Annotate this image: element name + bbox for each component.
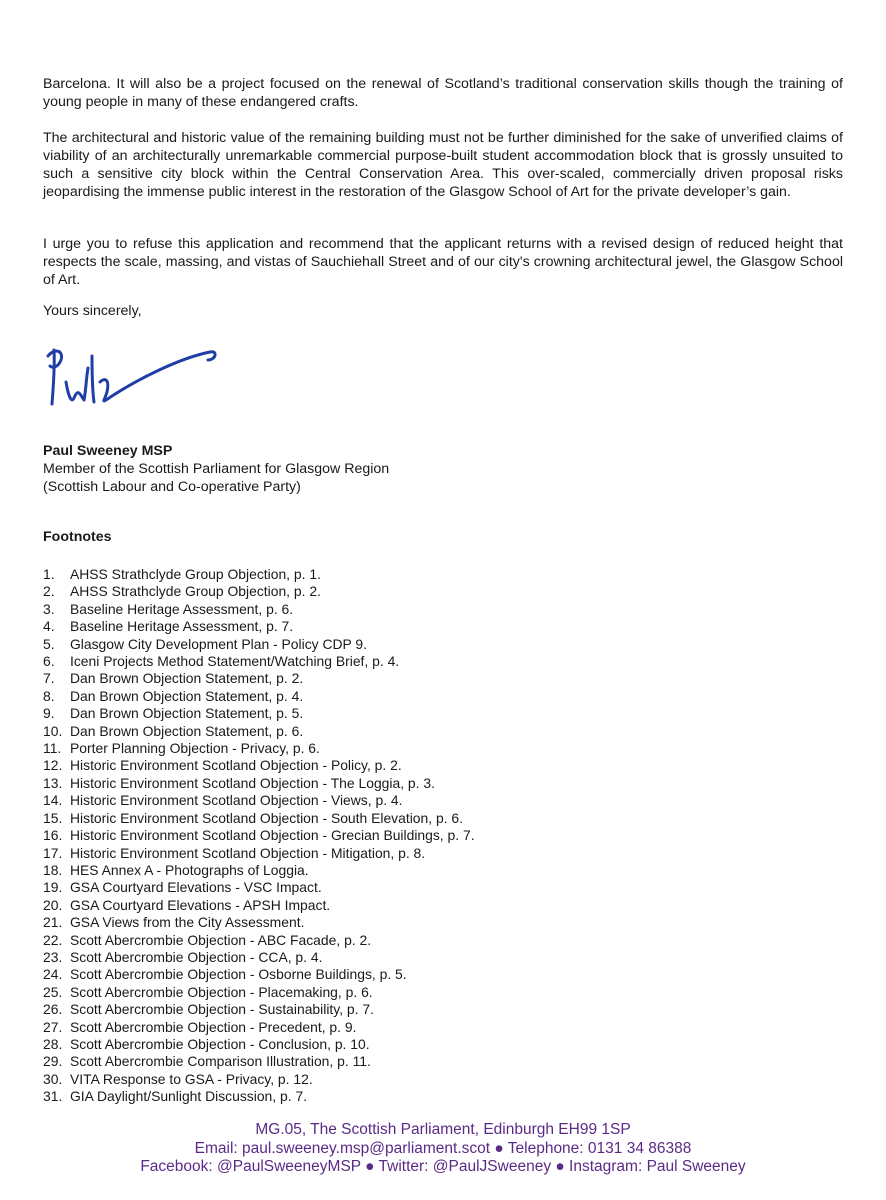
- footnotes-heading: Footnotes: [43, 529, 112, 545]
- footnote-text: Scott Abercrombie Objection - CCA, p. 4.: [70, 948, 323, 965]
- footnote-item: [43, 636, 475, 653]
- footnote-item: [43, 966, 475, 983]
- handwritten-signature: [40, 338, 225, 418]
- footnote-number: 15.: [43, 809, 63, 826]
- footnote-text: Scott Abercrombie Objection - Conclusion, p. 10.: [70, 1035, 370, 1052]
- footnote-number: 12.: [43, 757, 63, 774]
- footnote-text: Historic Environment Scotland Objection - Grecian Buildings, p. 7.: [70, 827, 475, 844]
- footnote-item: [43, 897, 475, 914]
- footnote-text: AHSS Strathclyde Group Objection, p. 2.: [70, 583, 321, 600]
- footnote-item: [43, 583, 475, 600]
- footnote-text: Baseline Heritage Assessment, p. 6.: [70, 600, 294, 617]
- footnote-text: Baseline Heritage Assessment, p. 7.: [70, 618, 294, 635]
- footnote-text: Scott Abercrombie Objection - ABC Facade, p. 2.: [70, 931, 372, 948]
- footnote-text: Scott Abercrombie Objection - Osborne Buildings, p. 5.: [70, 966, 407, 983]
- footnote-item: [43, 862, 475, 879]
- footnote-text: GSA Courtyard Elevations - APSH Impact.: [70, 896, 331, 913]
- footnote-number: 1.: [43, 566, 55, 582]
- footnote-number: 26.: [43, 1001, 63, 1018]
- footnote-text: Scott Abercrombie Objection - Sustainability, p. 7.: [70, 1001, 374, 1018]
- signer-role: Member of the Scottish Parliament for Glasgow Region: [43, 461, 390, 477]
- footnote-number: 4.: [43, 618, 55, 635]
- footnote-text: Historic Environment Scotland Objection - The Loggia, p. 3.: [70, 774, 435, 791]
- footnote-item: [43, 932, 475, 949]
- footer-contact: [0, 1121, 886, 1177]
- footnote-text: Historic Environment Scotland Objection - Mitigation, p. 8.: [70, 844, 426, 861]
- signer-block: [43, 442, 389, 496]
- paragraph-heritage-value: The architectural and historic value of the remaining building must not be further diminished for the sake of unverified claims of viability of an architecturally unremarkable commercial purpose-built student accommodation block that is grossly unsuited to such a sensitive city block within the Central Conservation Area. This over-scaled, commercially driven proposal risks jeopardising the immense public interest in the restoration of the Glasgow School of Art for the private developer’s gain.: [43, 130, 843, 200]
- footnote-number: 27.: [43, 1018, 63, 1035]
- footnote-number: 16.: [43, 827, 63, 844]
- signer-name: Paul Sweeney MSP: [43, 443, 173, 459]
- footnote-item: [43, 705, 475, 722]
- footnote-text: Historic Environment Scotland Objection - South Elevation, p. 6.: [70, 809, 463, 826]
- footnote-number: 20.: [43, 896, 63, 913]
- footnote-item: [43, 670, 475, 687]
- footnote-number: 2.: [43, 583, 55, 600]
- footnote-number: 19.: [43, 879, 63, 896]
- footnote-item: [43, 1036, 475, 1053]
- footnote-text: Dan Brown Objection Statement, p. 2.: [70, 670, 304, 687]
- footnote-item: [43, 827, 475, 844]
- footnote-item: [43, 1053, 475, 1070]
- footer-address: MG.05, The Scottish Parliament, Edinburgh EH99 1SP: [255, 1121, 631, 1138]
- footnote-item: [43, 618, 475, 635]
- footnote-text: Scott Abercrombie Objection - Precedent, p. 9.: [70, 1018, 357, 1035]
- footnote-item: [43, 792, 475, 809]
- footnote-item: [43, 879, 475, 896]
- footnote-text: Scott Abercrombie Objection - Placemaking, p. 6.: [70, 983, 373, 1000]
- footnote-number: 31.: [43, 1088, 63, 1105]
- footnote-text: VITA Response to GSA - Privacy, p. 12.: [70, 1070, 313, 1087]
- footnote-number: 21.: [43, 914, 63, 931]
- footnote-item: [43, 775, 475, 792]
- footnote-item: [43, 949, 475, 966]
- footnote-number: 18.: [43, 861, 63, 878]
- footnote-item: [43, 601, 475, 618]
- footnote-item: [43, 845, 475, 862]
- footnote-number: 7.: [43, 670, 55, 687]
- footnote-text: GIA Daylight/Sunlight Discussion, p. 7.: [70, 1088, 308, 1105]
- footnote-number: 24.: [43, 966, 63, 983]
- footnote-item: [43, 723, 475, 740]
- footnote-number: 25.: [43, 983, 63, 1000]
- footnote-text: Scott Abercrombie Comparison Illustration, p. 11.: [70, 1053, 371, 1070]
- footnote-number: 11.: [43, 740, 62, 757]
- footnote-item: [43, 810, 475, 827]
- footnote-number: 3.: [43, 600, 55, 617]
- footnote-number: 29.: [43, 1053, 63, 1070]
- footnote-number: 23.: [43, 948, 63, 965]
- footnote-number: 8.: [43, 687, 55, 704]
- footnote-text: Dan Brown Objection Statement, p. 5.: [70, 705, 304, 722]
- footnote-number: 14.: [43, 792, 63, 809]
- footnote-text: Iceni Projects Method Statement/Watching Brief, p. 4.: [70, 653, 400, 670]
- footnote-item: [43, 566, 475, 583]
- footnote-text: AHSS Strathclyde Group Objection, p. 1.: [70, 566, 321, 582]
- footnote-text: Historic Environment Scotland Objection - Policy, p. 2.: [70, 757, 402, 774]
- footnotes-list: [43, 566, 475, 1106]
- footnote-number: 17.: [43, 844, 63, 861]
- footnote-text: Historic Environment Scotland Objection - Views, p. 4.: [70, 792, 403, 809]
- footnote-text: GSA Courtyard Elevations - VSC Impact.: [70, 879, 322, 896]
- footnote-item: [43, 1001, 475, 1018]
- footnote-number: 30.: [43, 1070, 63, 1087]
- footnote-item: [43, 653, 475, 670]
- footnote-text: Dan Brown Objection Statement, p. 6.: [70, 722, 304, 739]
- footnote-item: [43, 1019, 475, 1036]
- closing-salutation: Yours sincerely,: [43, 303, 142, 319]
- footnote-text: Glasgow City Development Plan - Policy CDP 9.: [70, 635, 367, 652]
- footnote-item: [43, 1071, 475, 1088]
- footnote-text: Dan Brown Objection Statement, p. 4.: [70, 687, 304, 704]
- footnote-item: [43, 740, 475, 757]
- footnote-item: [43, 984, 475, 1001]
- footnote-text: GSA Views from the City Assessment.: [70, 914, 305, 931]
- footnote-text: Porter Planning Objection - Privacy, p. 6.: [70, 740, 320, 757]
- footnote-item: [43, 1088, 475, 1105]
- footnote-text: HES Annex A - Photographs of Loggia.: [70, 861, 309, 878]
- footer-contact-line: Email: paul.sweeney.msp@parliament.scot ● Telephone: 0131 34 86388: [194, 1139, 692, 1157]
- footnote-number: 13.: [43, 774, 63, 791]
- paragraph-request: I urge you to refuse this application and recommend that the applicant returns with a revised design of reduced height that respects the scale, massing, and vistas of Sauchiehall Street and of our city's crowning architectural jewel, the Glasgow School of Art.: [43, 236, 843, 288]
- footnote-item: [43, 914, 475, 931]
- footnote-number: 22.: [43, 931, 63, 948]
- footnote-number: 6.: [43, 653, 55, 670]
- footnote-number: 5.: [43, 635, 55, 652]
- footer-social-line: Facebook: @PaulSweeneyMSP ● Twitter: @PaulJSweeney ● Instagram: Paul Sweeney: [140, 1158, 746, 1175]
- signer-party: (Scottish Labour and Co-operative Party): [43, 479, 301, 495]
- footnote-item: [43, 757, 475, 774]
- footnote-number: 9.: [43, 705, 55, 722]
- footnote-item: [43, 688, 475, 705]
- footnote-number: 28.: [43, 1035, 63, 1052]
- footnote-number: 10.: [43, 722, 63, 739]
- paragraph-continuation: Barcelona. It will also be a project focused on the renewal of Scotland’s traditional conservation skills though the training of young people in many of these endangered crafts.: [43, 76, 843, 110]
